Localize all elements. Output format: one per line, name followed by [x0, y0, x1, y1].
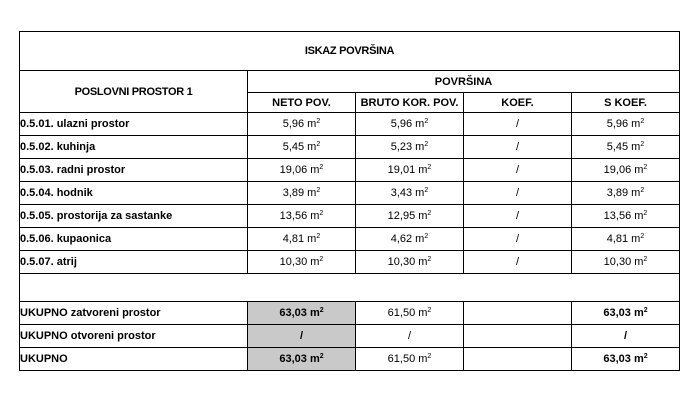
koef-cell: / — [464, 251, 572, 274]
bruto-cell: 5,23 $m^2$ — [356, 136, 464, 159]
column-header-neto: NETO POV. — [248, 93, 356, 113]
s-koef-cell: 63,03 $m^2$ — [572, 302, 680, 325]
neto-cell: 63,03 $m^2$ — [248, 348, 356, 371]
row-name-cell: UKUPNO — [20, 348, 248, 371]
table-row — [20, 205, 680, 228]
neto-cell: 13,56 $m^2$ — [248, 205, 356, 228]
total-rows — [20, 302, 680, 371]
koef-cell: / — [464, 113, 572, 136]
row-name-cell: 0.5.04. hodnik — [20, 182, 248, 205]
spacer-row — [20, 274, 680, 302]
koef-cell: / — [464, 159, 572, 182]
row-name-cell: 0.5.07. atrij — [20, 251, 248, 274]
bruto-cell: 10,30 $m^2$ — [356, 251, 464, 274]
koef-cell — [464, 325, 572, 348]
table-row — [20, 228, 680, 251]
bruto-cell: 61,50 $m^2$ — [356, 348, 464, 371]
group-header: POVRŠINA — [248, 71, 680, 93]
column-header-s-koef: S KOEF. — [572, 93, 680, 113]
row-name-cell: UKUPNO otvoreni prostor — [20, 325, 248, 348]
s-koef-cell: 5,45 $m^2$ — [572, 136, 680, 159]
s-koef-cell: 3,89 $m^2$ — [572, 182, 680, 205]
table-row — [20, 113, 680, 136]
room-rows — [20, 113, 680, 274]
s-koef-cell: 63,03 $m^2$ — [572, 348, 680, 371]
bruto-cell: 4,62 $m^2$ — [356, 228, 464, 251]
neto-cell: 4,81 $m^2$ — [248, 228, 356, 251]
s-koef-cell: / — [572, 325, 680, 348]
neto-cell: 5,45 $m^2$ — [248, 136, 356, 159]
koef-cell: / — [464, 136, 572, 159]
s-koef-cell: 10,30 $m^2$ — [572, 251, 680, 274]
s-koef-cell: 13,56 $m^2$ — [572, 205, 680, 228]
table-row — [20, 302, 680, 325]
column-header-koef: KOEF. — [464, 93, 572, 113]
spacer-cell — [20, 274, 680, 302]
koef-cell — [464, 302, 572, 325]
table-row — [20, 325, 680, 348]
bruto-cell: 19,01 $m^2$ — [356, 159, 464, 182]
area-table — [19, 31, 680, 371]
table-row — [20, 159, 680, 182]
koef-cell: / — [464, 205, 572, 228]
row-name-cell: 0.5.01. ulazni prostor — [20, 113, 248, 136]
row-name-cell: 0.5.02. kuhinja — [20, 136, 248, 159]
table-title: ISKAZ POVRŠINA — [20, 32, 680, 71]
table-row — [20, 348, 680, 371]
table-row — [20, 136, 680, 159]
bruto-cell: 3,43 $m^2$ — [356, 182, 464, 205]
column-header-bruto: BRUTO KOR. POV. — [356, 93, 464, 113]
koef-cell: / — [464, 228, 572, 251]
koef-cell: / — [464, 182, 572, 205]
row-name-cell: UKUPNO zatvoreni prostor — [20, 302, 248, 325]
section-title: POSLOVNI PROSTOR 1 — [20, 71, 248, 113]
neto-cell: 63,03 $m^2$ — [248, 302, 356, 325]
s-koef-cell: 4,81 $m^2$ — [572, 228, 680, 251]
table-row — [20, 251, 680, 274]
s-koef-cell: 19,06 $m^2$ — [572, 159, 680, 182]
row-name-cell: 0.5.03. radni prostor — [20, 159, 248, 182]
bruto-cell: / — [356, 325, 464, 348]
s-koef-cell: 5,96 $m^2$ — [572, 113, 680, 136]
neto-cell: 5,96 $m^2$ — [248, 113, 356, 136]
neto-cell: 3,89 $m^2$ — [248, 182, 356, 205]
neto-cell: 10,30 $m^2$ — [248, 251, 356, 274]
row-name-cell: 0.5.06. kupaonica — [20, 228, 248, 251]
neto-cell: 19,06 $m^2$ — [248, 159, 356, 182]
bruto-cell: 61,50 $m^2$ — [356, 302, 464, 325]
neto-cell: / — [248, 325, 356, 348]
bruto-cell: 12,95 $m^2$ — [356, 205, 464, 228]
row-name-cell: 0.5.05. prostorija za sastanke — [20, 205, 248, 228]
bruto-cell: 5,96 $m^2$ — [356, 113, 464, 136]
table-row — [20, 182, 680, 205]
koef-cell — [464, 348, 572, 371]
